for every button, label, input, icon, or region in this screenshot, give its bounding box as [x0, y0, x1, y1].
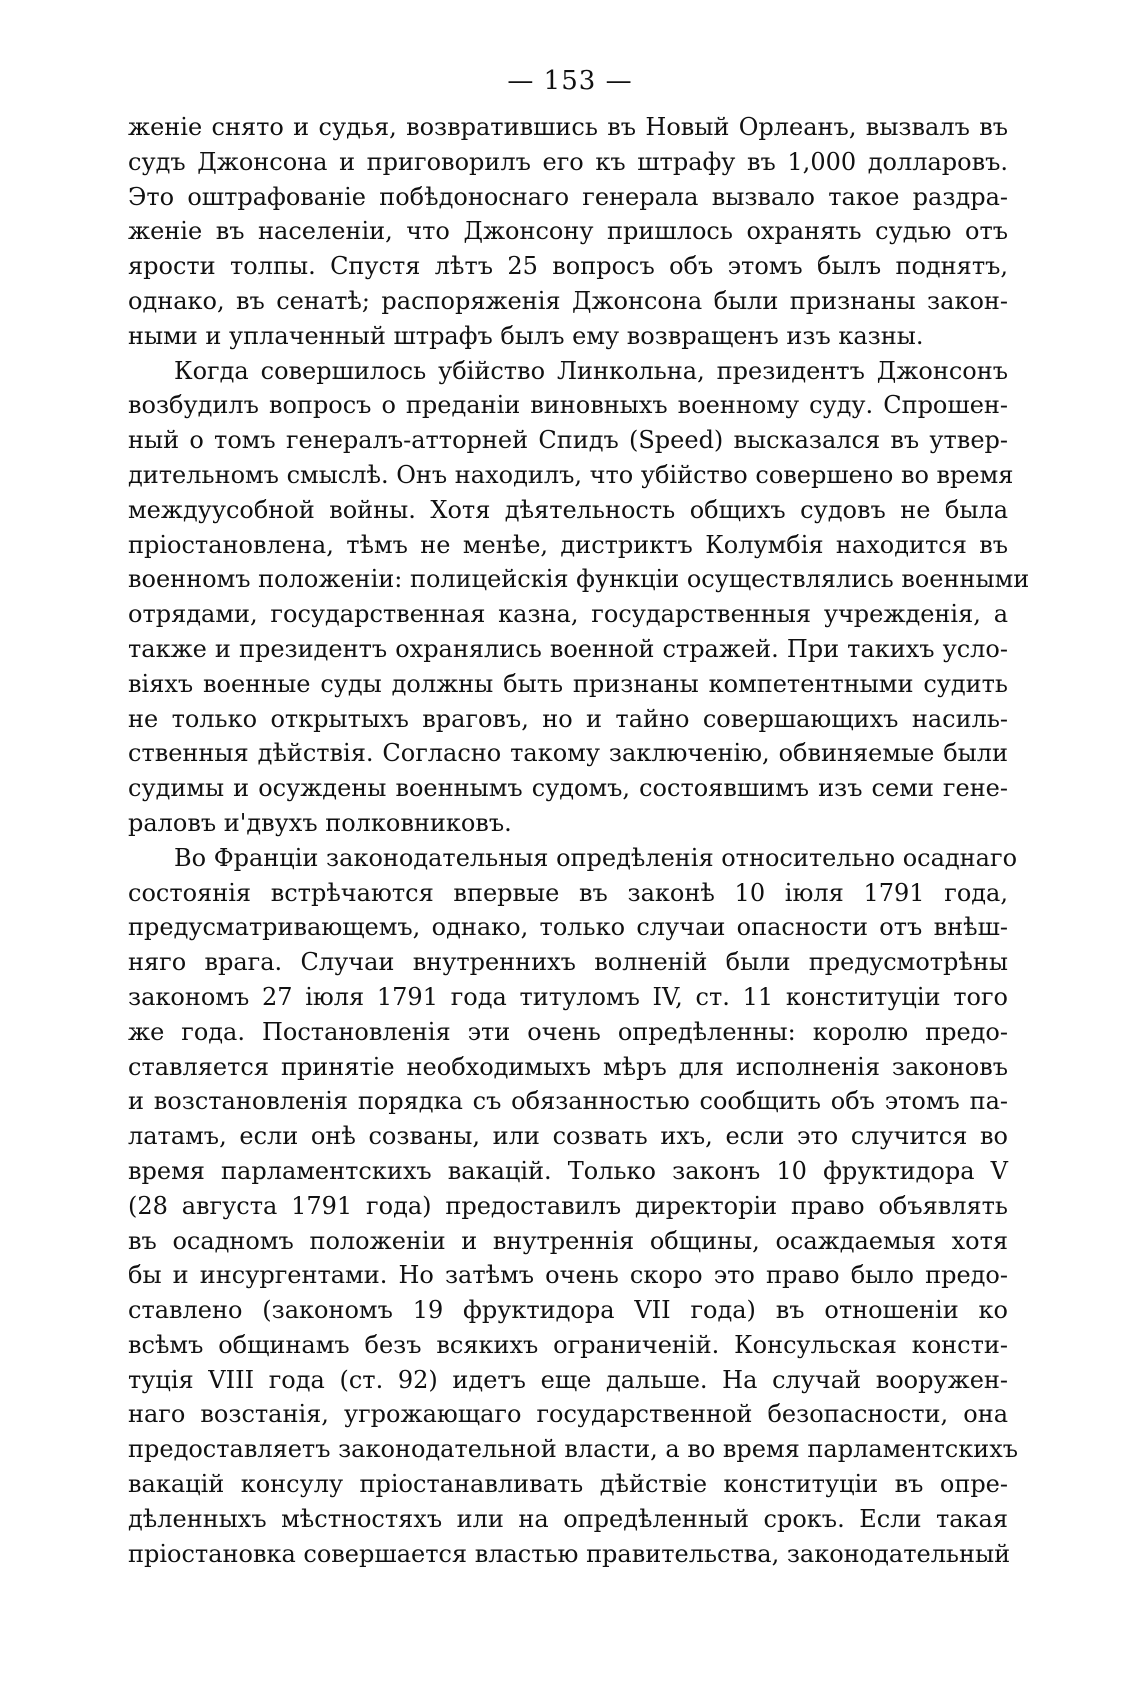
text-line: ный о томъ генералъ-атторней Спидъ (Speed) высказался въ утвер- — [128, 426, 1008, 455]
text-line: ставляется принятіе необходимыхъ мѣръ для исполненія законовъ — [128, 1052, 1008, 1081]
text-line: военномъ положеніи: полицейскія функціи осуществлялись военными — [128, 565, 1030, 594]
text-line: въ осадномъ положеніи и внутреннія общины, осаждаемыя хотя — [128, 1226, 1008, 1255]
text-line: дительномъ смыслѣ. Онъ находилъ, что убійство совершено во время — [128, 460, 1014, 489]
page-text — [128, 110, 1030, 1571]
text-line: не только открытыхъ враговъ, но и тайно совершающихъ насиль- — [128, 704, 1008, 733]
text-line: однако, въ сенатѣ; распоряженія Джонсона были признаны закон- — [128, 286, 1008, 315]
text-line: туція VIII года (ст. 92) идетъ еще дальше. На случай вооружен- — [128, 1365, 1008, 1394]
text-line: раловъ и'двухъ полковниковъ. — [128, 808, 512, 837]
text-line: междуусобной войны. Хотя дѣятельность общихъ судовъ не была — [128, 495, 1008, 524]
paragraph-1 — [128, 110, 1008, 354]
text-line: латамъ, если онѣ созваны, или созвать ихъ, если это случится во — [128, 1122, 1008, 1151]
text-line: ственныя дѣйствія. Согласно такому заключенію, обвиняемые были — [128, 739, 1008, 768]
text-line: и возстановленія порядка съ обязанностью сообщить объ этомъ па- — [128, 1087, 1008, 1116]
text-line: закономъ 27 іюля 1791 года титуломъ IV, ст. 11 конституціи того — [128, 982, 1008, 1011]
text-line: возбудилъ вопросъ о преданіи виновныхъ военному суду. Спрошен- — [128, 391, 1008, 420]
text-line: ставлено (закономъ 19 фруктидора VII года) въ отношеніи ко — [128, 1296, 1008, 1325]
text-line: наго возстанія, угрожающаго государственной безопасности, она — [128, 1400, 1008, 1429]
text-line: ярости толпы. Спустя лѣтъ 25 вопросъ объ этомъ былъ поднятъ, — [128, 252, 1008, 281]
page-number: — 153 — — [507, 66, 633, 96]
text-line: состоянія встрѣчаются впервые въ законѣ 10 іюля 1791 года, — [128, 878, 1008, 907]
text-line: бы и инсургентами. Но затѣмъ очень скоро это право было предо- — [128, 1261, 1008, 1290]
paragraph-2 — [128, 354, 1030, 841]
text-line: вакацій консулу пріостанавливать дѣйствіе конституціи въ опре- — [128, 1470, 1008, 1499]
paragraph-3 — [128, 841, 1019, 1572]
text-line: отрядами, государственная казна, государственныя учрежденія, а — [128, 600, 1008, 629]
text-line: (28 августа 1791 года) предоставилъ директоріи право объявлять — [128, 1191, 1008, 1220]
text-line: віяхъ военные суды должны быть признаны компетентными судить — [128, 669, 1008, 698]
text-line: ными и уплаченный штрафъ былъ ему возвращенъ изъ казны. — [128, 321, 924, 350]
text-line: предоставляетъ законодательной власти, а во время парламентскихъ — [128, 1435, 1019, 1464]
text-line: время парламентскихъ вакацій. Только законъ 10 фруктидора V — [128, 1156, 1008, 1185]
text-line: Во Франціи законодательныя опредѣленія относительно осаднаго — [174, 843, 1018, 872]
text-line: пріостановлена, тѣмъ не менѣе, дистриктъ Колумбія находится въ — [128, 530, 1008, 559]
text-line: Это оштрафованіе побѣдоноснаго генерала вызвало такое раздра- — [128, 182, 1008, 211]
text-line: Когда совершилось убійство Линкольна, президентъ Джонсонъ — [174, 356, 1008, 385]
text-line: же года. Постановленія эти очень опредѣленны: королю предо- — [128, 1017, 1008, 1046]
text-line: няго врага. Случаи внутреннихъ волненій были предусмотрѣны — [128, 948, 1008, 977]
text-line: судъ Джонсона и приговорилъ его къ штрафу въ 1,000 долларовъ. — [128, 147, 1008, 176]
text-line: женіе въ населеніи, что Джонсону пришлось охранять судью отъ — [128, 217, 1008, 246]
text-line: также и президентъ охранялись военной стражей. При такихъ усло- — [128, 634, 1008, 663]
text-line: судимы и осуждены военнымъ судомъ, состоявшимъ изъ семи гене- — [128, 774, 1008, 803]
text-line: предусматривающемъ, однако, только случаи опасности отъ внѣш- — [128, 913, 1008, 942]
text-line: женіе снято и судья, возвратившись въ Новый Орлеанъ, вызвалъ въ — [128, 113, 1008, 141]
text-line: пріостановка совершается властью правительства, законодательный — [128, 1539, 1011, 1568]
text-line: всѣмъ общинамъ безъ всякихъ ограниченій. Консульская консти- — [128, 1330, 1008, 1359]
text-line: дѣленныхъ мѣстностяхъ или на опредѣленный срокъ. Если такая — [128, 1504, 1008, 1533]
